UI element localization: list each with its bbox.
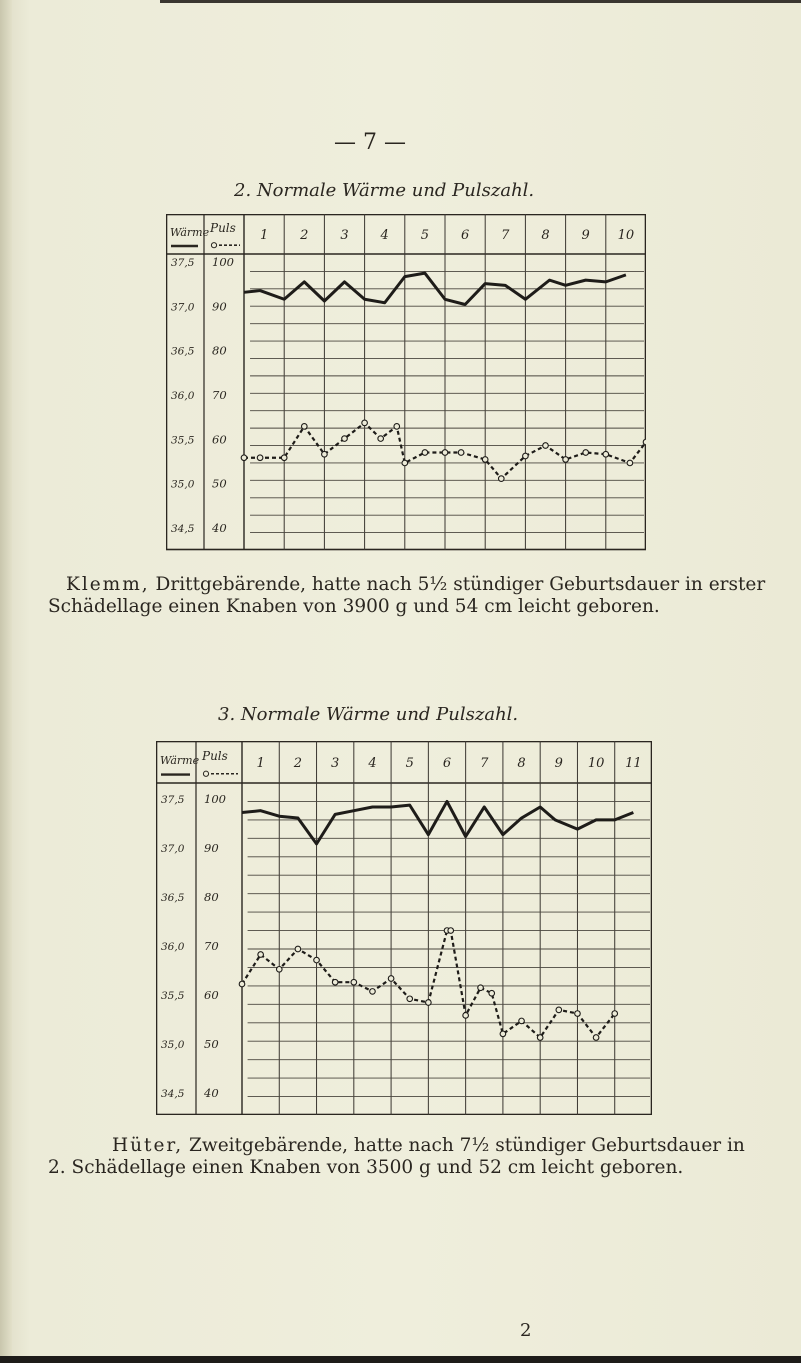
puls-label: 70 [212, 388, 227, 402]
pulse-point [378, 436, 384, 442]
day-label-3: 3 [340, 227, 349, 243]
pulse-point [394, 424, 400, 430]
puls-label: 70 [204, 939, 219, 953]
pulse-point [295, 946, 301, 952]
header-puls: Puls [202, 748, 228, 763]
day-label-10: 10 [587, 756, 605, 772]
chart2-caption: 3. Normale Wärme und Pulszahl. [218, 704, 519, 725]
pulse-point [603, 451, 609, 457]
pulse-point [422, 450, 428, 456]
temp-label: 36,5 [161, 892, 185, 904]
temperature-curve [242, 801, 633, 843]
legend-puls-marker [211, 243, 216, 248]
pulse-point [593, 1035, 599, 1041]
pulse-point [482, 457, 488, 463]
patient-name-klemm: Klemm, [66, 574, 150, 595]
pulse-point [257, 455, 263, 461]
chart1-labels [170, 221, 634, 535]
pulse-point [627, 460, 633, 466]
puls-label: 80 [212, 343, 227, 358]
pulse-point [498, 476, 504, 482]
pulse-point [563, 457, 569, 463]
day-label-6: 6 [460, 227, 470, 243]
day-label-6: 6 [442, 756, 452, 772]
temp-label: 35,0 [161, 1039, 185, 1051]
temp-label: 36,5 [171, 345, 195, 358]
pulse-point [407, 996, 413, 1002]
pulse-point [402, 460, 408, 466]
pulse-point [332, 979, 338, 985]
day-label-7: 7 [480, 756, 489, 772]
paragraph-klemm [48, 574, 768, 618]
header-puls: Puls [210, 221, 236, 235]
chart1-caption: 2. Normale Wärme und Pulszahl. [234, 180, 535, 201]
pulse-point [302, 424, 308, 430]
day-label-1: 1 [259, 227, 269, 243]
puls-label: 90 [204, 841, 219, 855]
pulse-point [241, 455, 247, 461]
puls-label: 60 [204, 988, 219, 1002]
pulse-point [458, 450, 464, 456]
chart1-curves [241, 273, 646, 481]
puls-label: 100 [212, 255, 234, 269]
pulse-point [281, 455, 287, 461]
pulse-point [351, 979, 357, 985]
pulse-point [489, 990, 495, 996]
temp-label: 37,5 [161, 794, 185, 806]
day-label-4: 4 [368, 756, 377, 772]
pulse-point [362, 420, 368, 426]
day-label-10: 10 [617, 227, 635, 243]
pulse-point [612, 1011, 618, 1017]
temp-label: 37,5 [171, 257, 195, 269]
day-label-1: 1 [256, 756, 265, 772]
temp-label: 34,5 [161, 1088, 185, 1100]
header-waerme: Wärme [160, 754, 200, 768]
binding-shadow [0, 0, 12, 1363]
pulse-point [643, 439, 646, 445]
pulse-point [583, 450, 589, 456]
pulse-point [322, 451, 328, 457]
day-label-11: 11 [625, 756, 642, 772]
page-number: — 7 — [334, 130, 406, 155]
day-label-2: 2 [293, 756, 303, 772]
day-label-7: 7 [501, 227, 510, 243]
pulse-point [239, 981, 245, 987]
day-label-5: 5 [420, 227, 430, 243]
bottom-rule [0, 1356, 801, 1363]
puls-label: 60 [212, 432, 227, 447]
puls-label: 40 [212, 521, 227, 535]
pulse-point [448, 928, 454, 934]
day-label-3: 3 [331, 756, 340, 772]
pulse-point [537, 1035, 543, 1041]
chart1 [166, 214, 646, 554]
pulse-point [314, 957, 320, 963]
pulse-point [426, 1000, 432, 1006]
top-rule [160, 0, 801, 3]
day-label-9: 9 [581, 227, 590, 243]
paragraph-hueter [48, 1135, 768, 1179]
patient-name-hueter: Hüter, [112, 1135, 184, 1156]
day-label-8: 8 [517, 756, 526, 772]
day-label-4: 4 [380, 227, 389, 243]
frame [167, 215, 646, 550]
pulse-point [370, 989, 376, 995]
temp-label: 35,0 [171, 478, 195, 491]
pulse-point [478, 985, 484, 991]
footer-number: 2 [520, 1320, 532, 1341]
header-waerme: Wärme [170, 226, 210, 239]
puls-label: 100 [204, 792, 226, 806]
chart2 [156, 741, 652, 1115]
pulse-point [543, 443, 549, 449]
pulse-point [575, 1011, 581, 1017]
pulse-point [523, 453, 529, 459]
day-label-8: 8 [541, 227, 550, 243]
temp-label: 37,0 [161, 843, 185, 855]
paragraph-klemm-text: Drittgebärende, hatte nach 5½ stündiger Geburtsdauer in erster Schädellage einen Knaben von 3900 g und 54 cm leicht geboren. [48, 574, 766, 617]
paragraph-hueter-text: Zweitgebärende, hatte nach 7½ stündiger Geburtsdauer in 2. Schädellage einen Knaben von 3500 g und 52 cm leicht geboren. [48, 1135, 745, 1178]
puls-label: 50 [204, 1037, 219, 1051]
puls-label: 80 [204, 890, 219, 904]
temp-label: 37,0 [171, 301, 195, 314]
puls-label: 90 [212, 299, 227, 314]
puls-label: 50 [212, 476, 227, 491]
pulse-point [463, 1013, 469, 1019]
pulse-point [442, 450, 448, 456]
day-label-9: 9 [554, 756, 563, 772]
pulse-point [276, 966, 282, 972]
puls-label: 40 [204, 1086, 219, 1100]
chart1-grid [166, 214, 646, 550]
temp-label: 34,5 [171, 523, 195, 535]
day-label-2: 2 [300, 227, 309, 243]
pulse-point [342, 436, 348, 442]
chart2-grid [156, 741, 652, 1115]
pulse-point [500, 1031, 506, 1037]
temp-label: 36,0 [171, 390, 195, 402]
temp-label: 35,5 [171, 434, 195, 447]
pulse-point [556, 1007, 562, 1013]
temp-label: 36,0 [161, 941, 185, 953]
pulse-point [258, 952, 264, 958]
pulse-point [519, 1018, 525, 1024]
pulse-point [388, 976, 394, 982]
day-label-5: 5 [405, 756, 414, 772]
legend-puls-marker [203, 771, 208, 776]
temp-label: 35,5 [161, 990, 185, 1002]
